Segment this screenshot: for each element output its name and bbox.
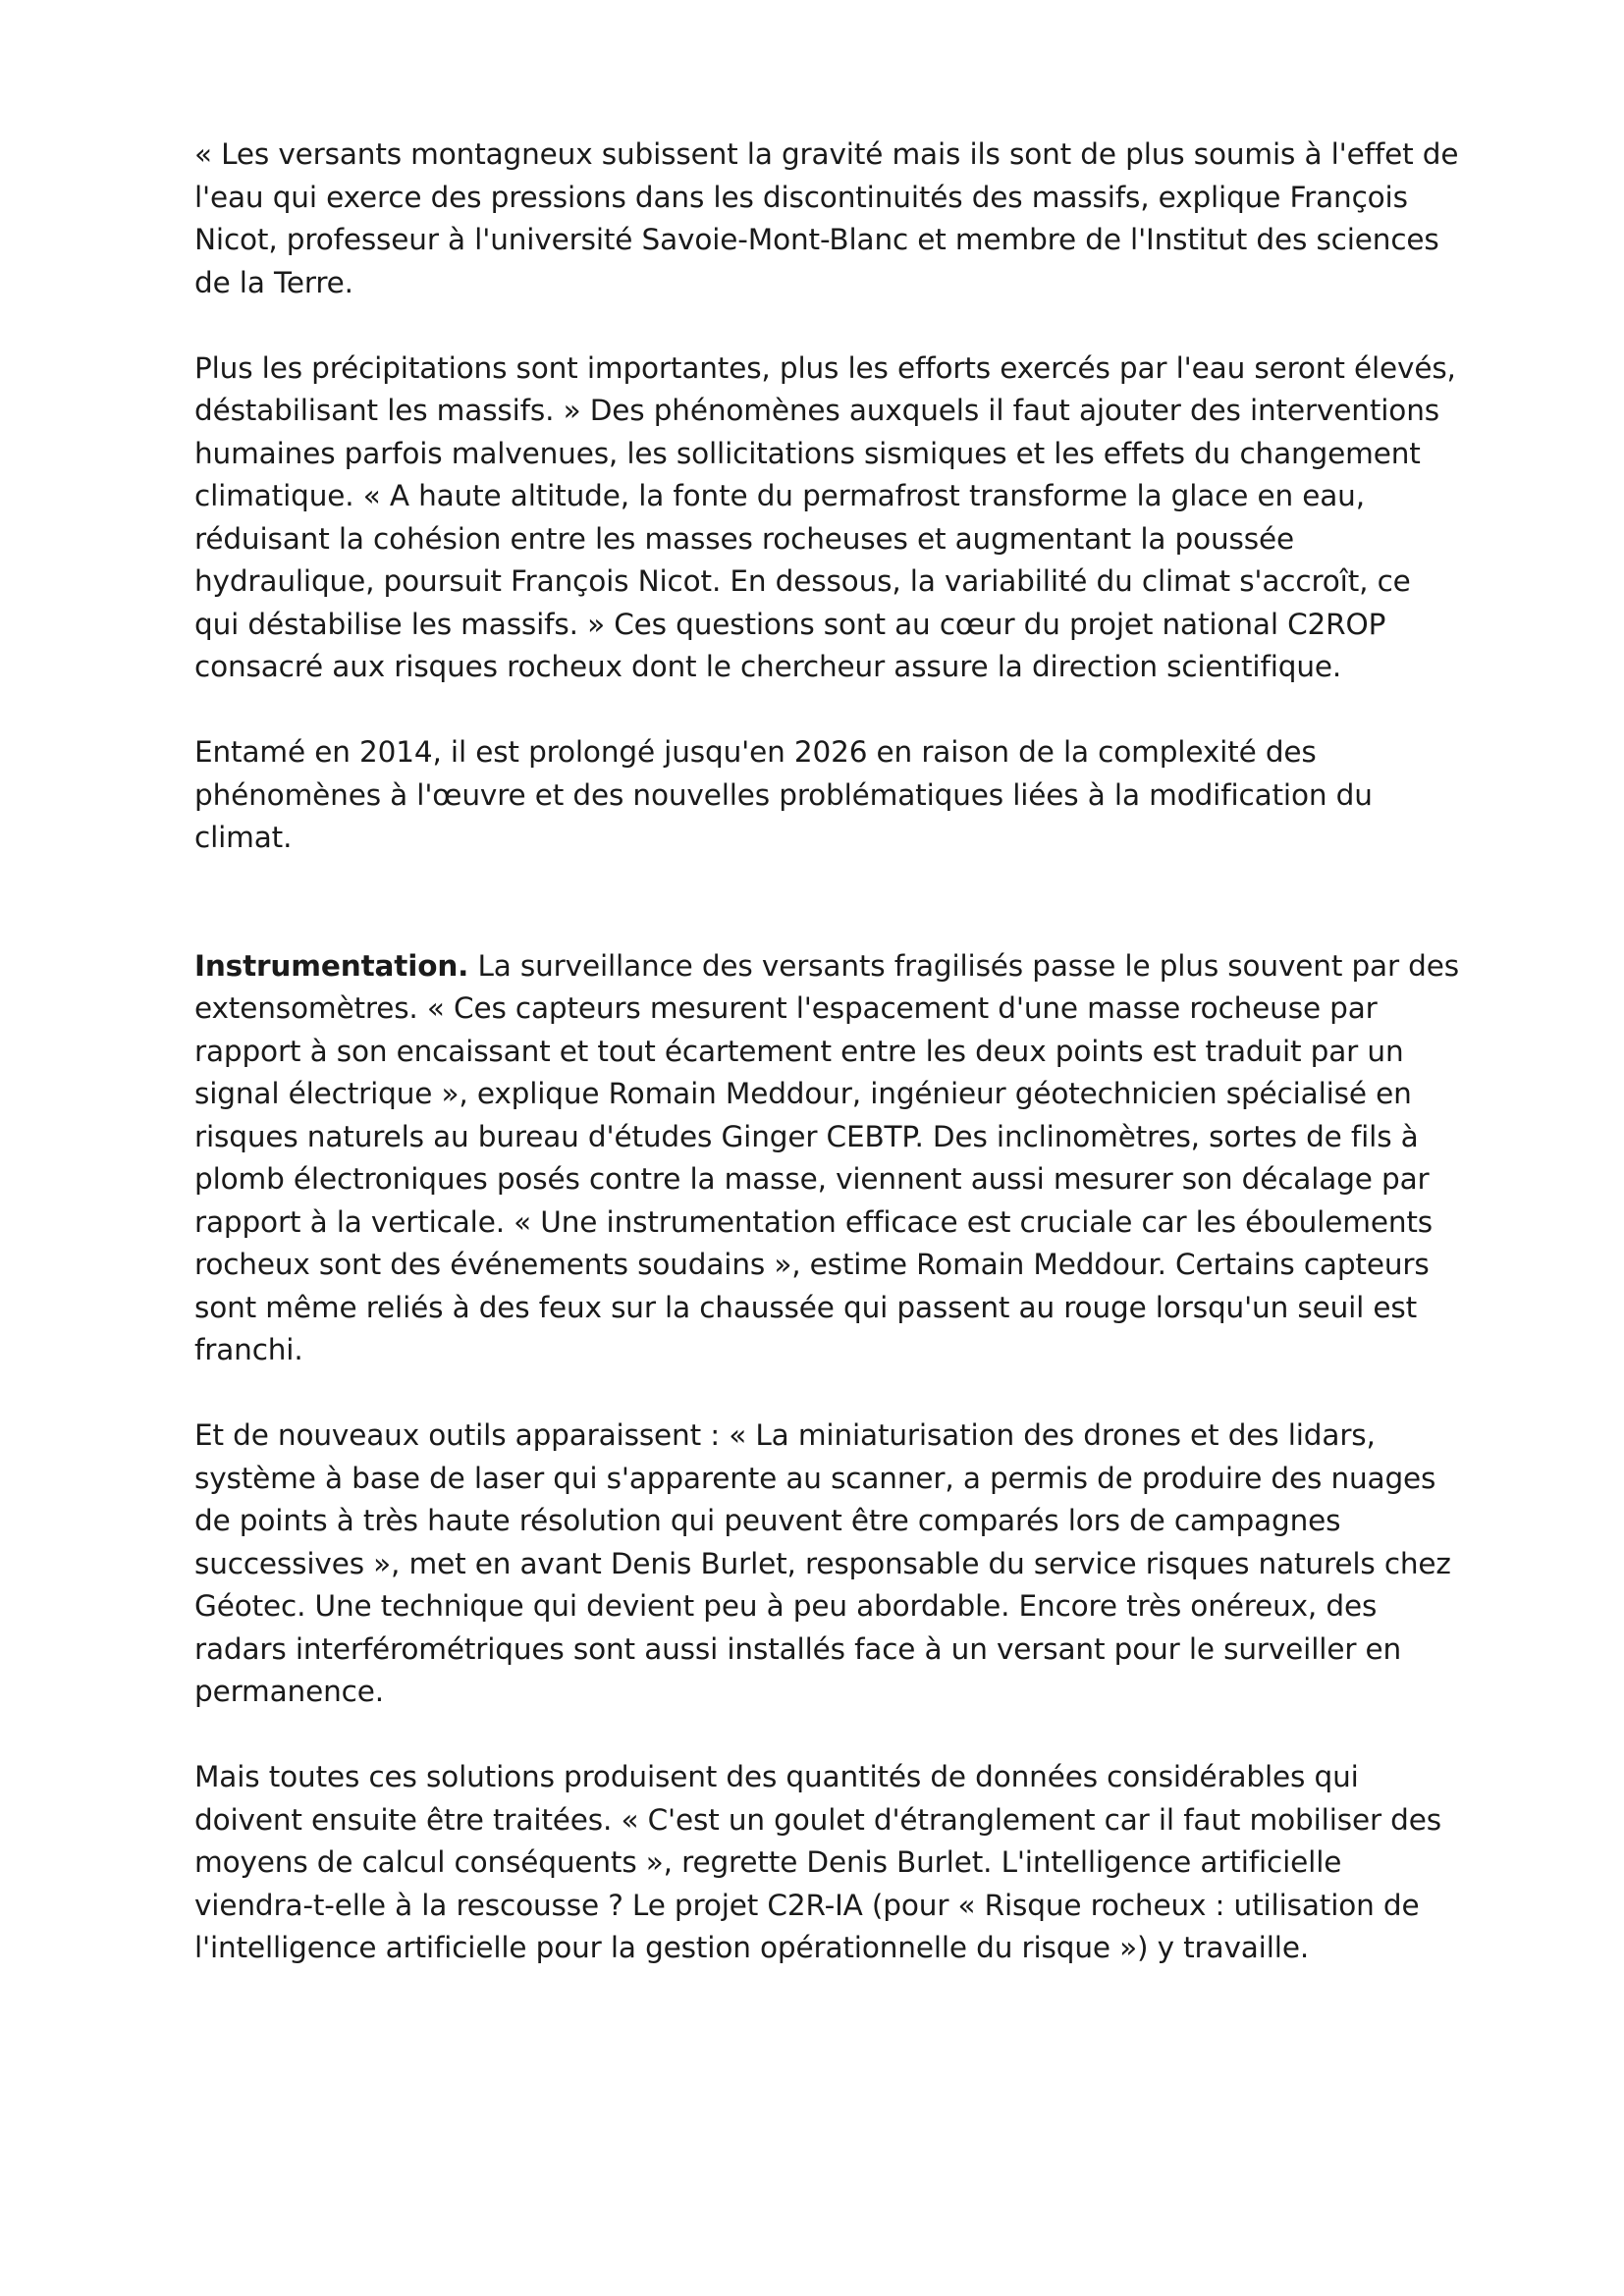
paragraph-3 — [194, 731, 1461, 860]
paragraph-2 — [194, 347, 1461, 689]
paragraph-text: La surveillance des versants fragilisés passe le plus souvent par des extensomètres. « Ces capteurs mesurent l'espacement d'une masse rocheuse par rapport à son encaissant et tout écartement entre les deux points est traduit par un signal électrique », explique Romain Meddour, ingénieur géotechnicien spécialisé en risques naturels au bureau d'études Ginger CEBTP. Des inclinomètres, sortes de fils à plomb électroniques posés contre la masse, viennent aussi mesurer son décalage par rapport à la verticale. « Une instrumentation efficace est cruciale car les éboulements rocheux sont des événements soudains », estime Romain Meddour. Certains capteurs sont même reliés à des feux sur la chaussée qui passent au rouge lorsqu'un seuil est franchi. — [194, 948, 1459, 1366]
section-lead-heading: Instrumentation. — [194, 948, 469, 983]
paragraph-text: Et de nouveaux outils apparaissent : « La miniaturisation des drones et des lidars, système à base de laser qui s'apparente au scanner, a permis de produire des nuages de points à très haute résolution qui peuvent être comparés lors de campagnes successives », met en avant Denis Burlet, responsable du service risques naturels chez Géotec. Une technique qui devient peu à peu abordable. Encore très onéreux, des radars interférométriques sont aussi installés face à un versant pour le surveiller en permanence. — [194, 1418, 1451, 1708]
paragraph-instrumentation — [194, 945, 1461, 1372]
paragraph-6 — [194, 1756, 1461, 1970]
paragraph-text: Plus les précipitations sont importantes, plus les efforts exercés par l'eau seront élevés, déstabilisant les massifs. » Des phénomènes auxquels il faut ajouter des interventions humaines parfois malvenues, les sollicitations sismiques et les effets du changement climatique. « A haute altitude, la fonte du permafrost transforme la glace en eau, réduisant la cohésion entre les masses rocheuses et augmentant la poussée hydraulique, poursuit François Nicot. En dessous, la variabilité du climat s'accroît, ce qui déstabilise les massifs. » Ces questions sont au cœur du projet national C2ROP consacré aux risques rocheux dont le chercheur assure la direction scientifique. — [194, 350, 1456, 683]
paragraph-text: Mais toutes ces solutions produisent des quantités de données considérables qui doivent ensuite être traitées. « C'est un goulet d'étranglement car il faut mobiliser des moyens de calcul conséquents », regrette Denis Burlet. L'intelligence artificielle viendra-t-elle à la rescousse ? Le projet C2R-IA (pour « Risque rocheux : utilisation de l'intelligence artificielle pour la gestion opérationnelle du risque ») y travaille. — [194, 1760, 1441, 1964]
paragraph-text: Entamé en 2014, il est prolongé jusqu'en 2026 en raison de la complexité des phénomènes à l'œuvre et des nouvelles problématiques liées à la modification du climat. — [194, 735, 1373, 854]
article-body — [194, 133, 1461, 2012]
paragraph-1 — [194, 133, 1461, 304]
paragraph-text: « Les versants montagneux subissent la gravité mais ils sont de plus soumis à l'effet de l'eau qui exerce des pressions dans les discontinuités des massifs, explique François Nicot, professeur à l'université Savoie-Mont-Blanc et membre de l'Institut des sciences de la Terre. — [194, 137, 1459, 299]
paragraph-5 — [194, 1415, 1461, 1714]
